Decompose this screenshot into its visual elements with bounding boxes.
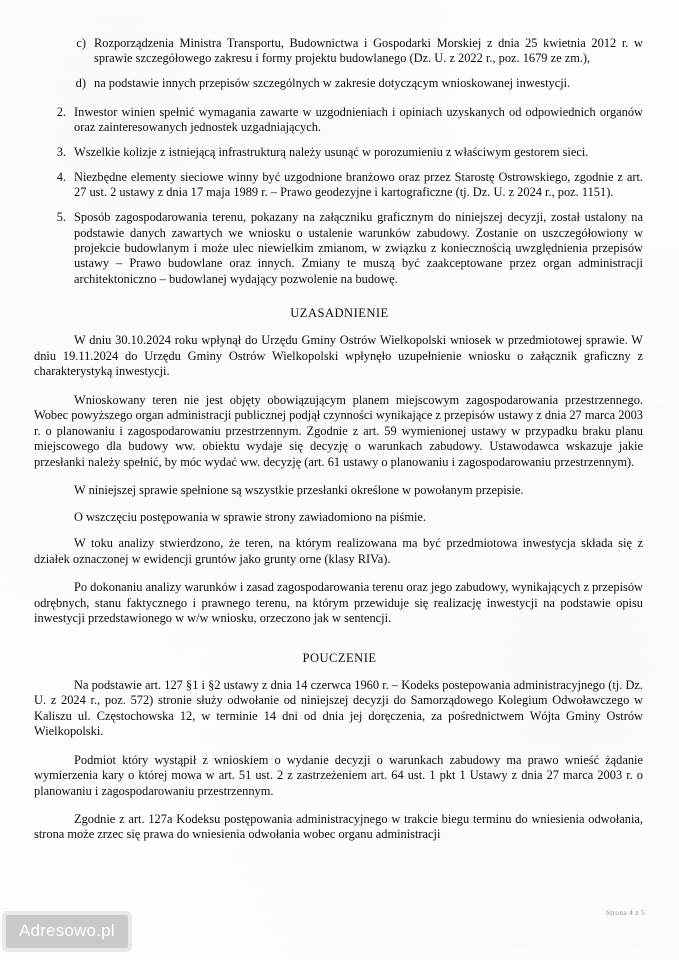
list-item-text: Inwestor winien spełnić wymagania zawarte w uzgodnieniach i opiniach uzyskanych od odpowiednich organów oraz zainteresowanych jednostek uzgadniających. (74, 104, 643, 135)
list-item-text: Rozporządzenia Ministra Transportu, Budownictwa i Gospodarki Morskiej z dnia 25 kwietnia 2012 r. w sprawie szczegółowego zakresu i formy projektu budowlanego (Dz. U. z 2022 r., poz. 1679 ze zm.), (94, 36, 643, 66)
uzasadnienie-paragraph: Wnioskowany teren nie jest objęty obowiązującym planem miejscowym zagospodarowania przestrzennego. Wobec powyższego organ administracji publicznej podjął czynności wynikające z przepisów ustawy z dnia 27 marca 2003 r. o planowaniu i zagospodarowaniu przestrzennym. Zgodnie z art. 59 wymienionej ustawy w przypadku braku planu miejscowego dla budowy ww. obiektu wydaje się decyzję o warunkach zabudowy. Ustawodawca wskazuje jakie przesłanki należy spełnić, by móc wydać ww. decyzję (art. 61 ustawy o planowaniu i zagospodarowaniu przestrzennym). (34, 392, 643, 469)
list-item-marker: 5. (56, 210, 66, 225)
uzasadnienie-paragraph: W niniejszej sprawie spełnione są wszystkie przesłanki określone w powołanym przepisie. (74, 483, 524, 498)
list-item-marker: 4. (56, 169, 66, 184)
page-number-footer: Strona 4 z 5 (605, 908, 645, 917)
list-item-marker: c) (76, 36, 86, 50)
uzasadnienie-paragraph: O wszczęciu postępowania w sprawie strony zawiadomiono na piśmie. (74, 509, 427, 524)
watermark-adresowo: Adresowo.pl (6, 915, 128, 948)
list-item-marker: 3. (56, 145, 66, 160)
list-item (34, 105, 645, 136)
uzasadnienie-paragraph: Po dokonaniu analizy warunków i zasad zagospodarowania terenu oraz jego zabudowy, wynikających z przepisów odrębnych, stanu faktycznego i prawnego terenu, na którym przewiduje się realizację inwestycji na podstawie opisu inwestycji przedstawionego w w/w wniosku, orzeczono jak w sentencji. (34, 579, 643, 626)
pouczenie-paragraph: Na podstawie art. 127 §1 i §2 ustawy z dnia 14 czerwca 1960 r. – Kodeks postepowania administracyjnego (tj. Dz. U. z 2024 r., poz. 572) stronie służy odwołanie od niniejszej decyzji do Samorządowego Kolegium Odwoławczego w Kaliszu ul. Częstochowska 12, w terminie 14 dni od dnia jej doręczenia, za pośrednictwem Wójta Gminy Ostrów Wielkopolski. (34, 677, 643, 739)
list-item (34, 210, 645, 287)
list-item (34, 36, 645, 67)
uzasadnienie-paragraph: W toku analizy stwierdzono, że teren, na którym realizowana ma być przedmiotowa inwestycja składa się z działek oznaczonej w ewidencji gruntów jako grunty orne (klasy RIVa). (34, 536, 643, 566)
list-item-marker: d) (75, 76, 86, 91)
pouczenie-paragraph: Podmiot który wystąpił z wnioskiem o wydanie decyzji o warunkach zabudowy ma prawo wnieść żądanie wymierzenia kary o której mowa w art. 51 ust. 2 z zastrzeżeniem art. 64 ust. 1 pkt 1 Ustawy z dnia 27 marca 2003 r. o planowaniu i zagospodarowaniu przestrzennym. (34, 752, 643, 798)
list-item-text: na podstawie innych przepisów szczególnych w zakresie dotyczącym wnioskowanej inwestycji. (94, 76, 571, 91)
conditions-list (34, 36, 645, 287)
list-item-text: Wszelkie kolizje z istniejącą infrastrukturą należy usunąć w porozumieniu z właściwym gestorem sieci. (74, 145, 589, 160)
pouczenie-paragraph: Zgodnie z art. 127a Kodeksu postępowania administracyjnego w trakcie biegu terminu do wniesienia odwołania, strona może zrzec się prawa do wniesienia odwołania wobec organu administracji (34, 811, 643, 842)
heading-uzasadnienie: UZASADNIENIE (290, 306, 389, 321)
list-item-marker: 2. (56, 104, 66, 119)
uzasadnienie-paragraph: W dniu 30.10.2024 roku wpłynął do Urzędu Gminy Ostrów Wielkopolski wniosek w przedmiotowej sprawie. W dniu 19.11.2024 do Urzędu Gminy Ostrów Wielkopolski wpłynęło uzupełnienie wniosku o załącznik graficzny z charakterystyką inwestycji. (34, 333, 643, 379)
list-item-text: Sposób zagospodarowania terenu, pokazany na załączniku graficznym do niniejszej decyzji, został ustalony na podstawie danych zawartych we wniosku o ustalenie warunków zabudowy. Zostanie on uszczegółowiony w projekcie budowlanym i może ulec niewielkim zmianom, w związku z koniecznością uwzględnienia przepisów ustawy – Prawo budowlane oraz innych. Zmiany te muszą być zaakceptowane przez organ administracji architektoniczno – budowlanej wydający pozwolenie na budowę. (74, 210, 643, 286)
list-item-text: Niezbędne elementy sieciowe winny być uzgodnione branżowo oraz przez Starostę Ostrowskiego, zgodnie z art. 27 ust. 2 ustawy z dnia 17 maja 1989 r. – Prawo geodezyjne i kartograficzne (tj. Dz. U. z 2024 r., poz. 1151). (74, 169, 643, 200)
list-item (34, 76, 645, 91)
list-item (34, 170, 645, 201)
heading-pouczenie: POUCZENIE (302, 650, 377, 665)
list-item (34, 145, 645, 160)
